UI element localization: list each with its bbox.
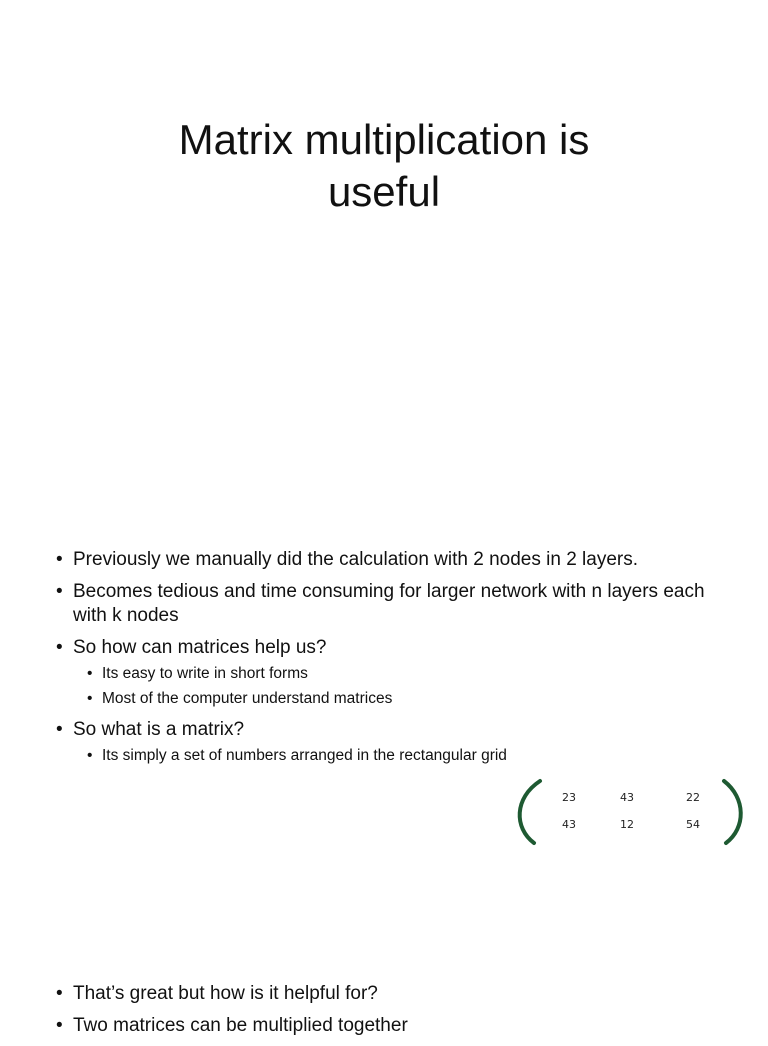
slide-title: [84, 114, 684, 218]
right-bracket: [724, 781, 741, 843]
bullet-item: • Becomes tedious and time consuming for larger network with n layers each with k nodes: [56, 580, 736, 628]
bullet-list: [56, 548, 736, 775]
matrix-cell: 22: [686, 791, 700, 804]
matrix-cell: 23: [562, 791, 576, 804]
handwritten-matrix: [512, 776, 748, 850]
bullet-item: • Previously we manually did the calculation with 2 nodes in 2 layers.: [56, 548, 736, 572]
matrix-cell: 12: [620, 818, 634, 831]
matrix-cell: 54: [686, 818, 700, 831]
title-line-1: Matrix multiplication is: [178, 116, 590, 163]
sub-bullet-item: • Most of the computer understand matrices: [56, 689, 736, 709]
left-bracket: [520, 781, 540, 843]
bullet-list-bottom: [56, 982, 736, 1046]
matrix-cell: 43: [562, 818, 576, 831]
matrix-brackets: [512, 776, 748, 850]
bullet-item: • So how can matrices help us?: [56, 636, 736, 660]
title-line-2: useful: [327, 168, 441, 215]
sub-bullet-item: • Its easy to write in short forms: [56, 664, 736, 684]
bullet-item: • So what is a matrix?: [56, 718, 736, 742]
bullet-item: • That’s great but how is it helpful for?: [56, 982, 736, 1006]
sub-bullet-item: • Its simply a set of numbers arranged in the rectangular grid: [56, 746, 736, 766]
matrix-cell: 43: [620, 791, 634, 804]
bullet-item: • Two matrices can be multiplied together: [56, 1014, 736, 1038]
